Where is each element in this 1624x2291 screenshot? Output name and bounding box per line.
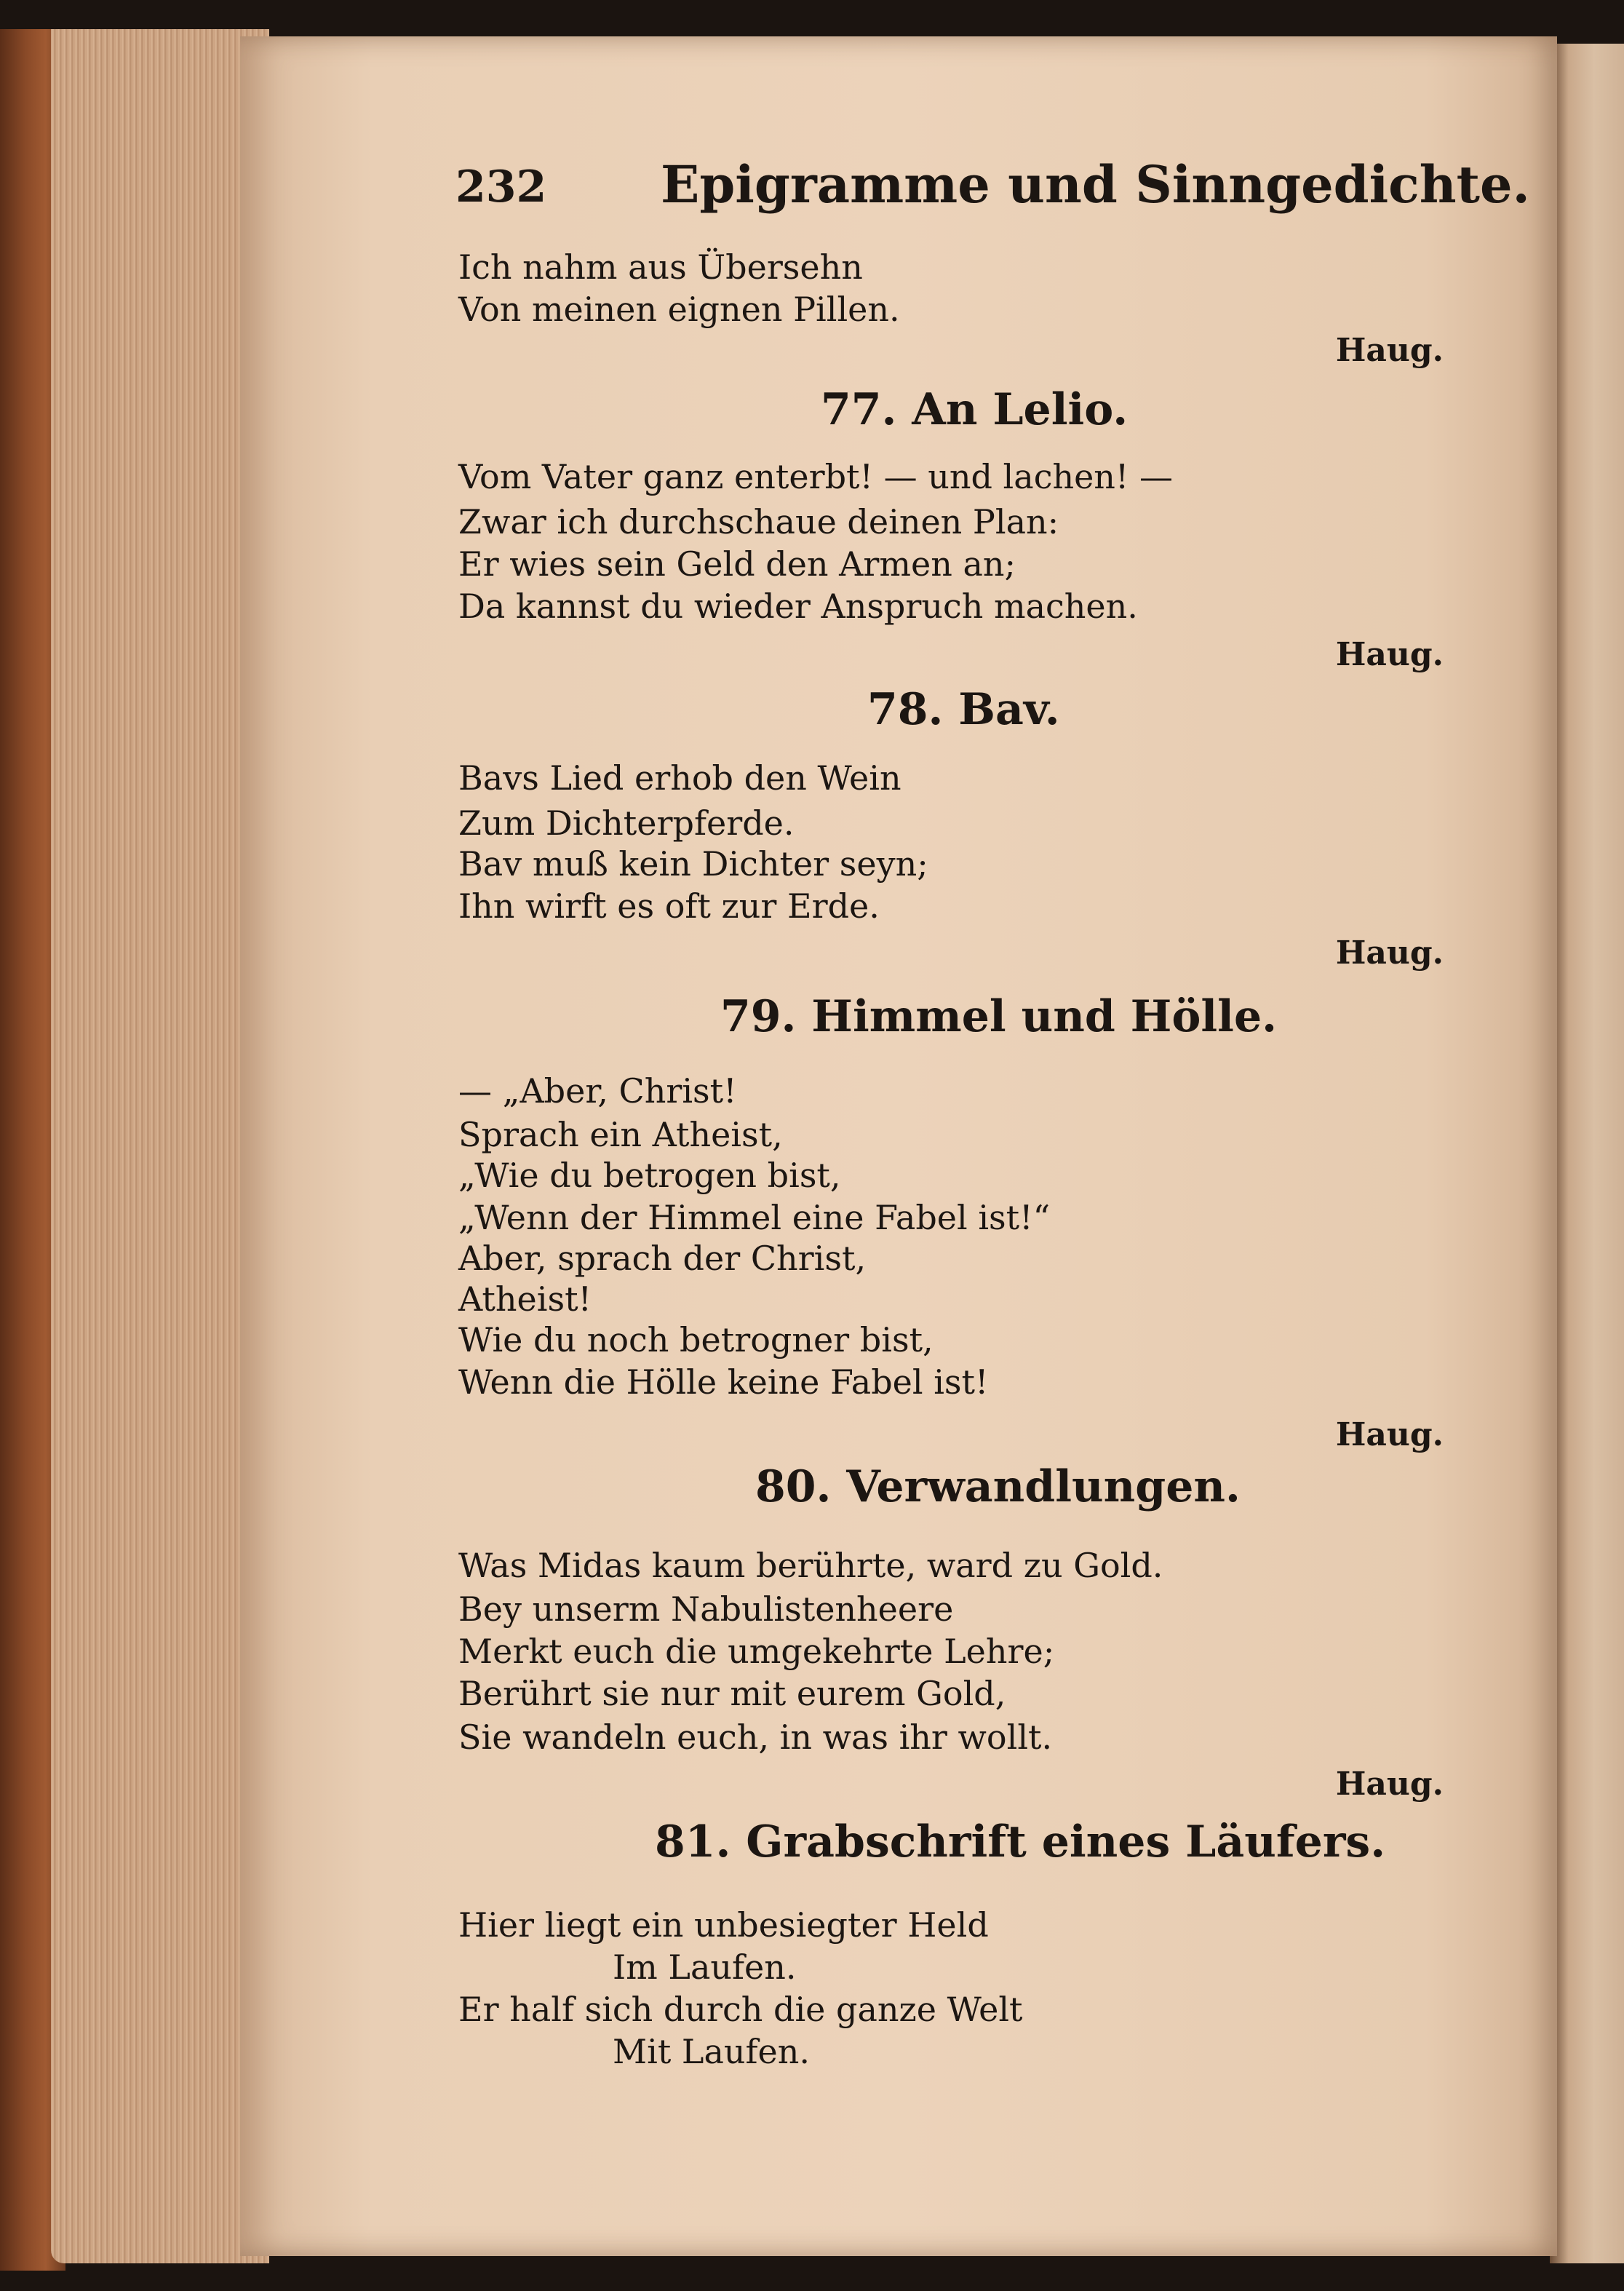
poem-heading: 77. An Lelio. bbox=[821, 384, 1129, 435]
verse-line: — „Aber, Christ! bbox=[458, 1071, 737, 1111]
author-attribution: Haug. bbox=[1335, 934, 1444, 972]
verse-line: Wie du noch betrogner bist, bbox=[458, 1320, 934, 1359]
verse-line: Vom Vater ganz enterbt! — und lachen! — bbox=[458, 457, 1174, 496]
verse-line: Er half sich durch die ganze Welt bbox=[458, 1990, 1023, 2029]
verse-line: Bavs Lied erhob den Wein bbox=[458, 758, 901, 798]
verse-line: Im Laufen. bbox=[613, 1947, 797, 1987]
poem-heading: 81. Grabschrift eines Läufers. bbox=[655, 1816, 1386, 1867]
verse-line: „Wie du betrogen bist, bbox=[458, 1156, 841, 1195]
verse-line: Was Midas kaum berührte, ward zu Gold. bbox=[458, 1546, 1163, 1585]
verse-line: Ich nahm aus Übersehn bbox=[458, 247, 863, 287]
verse-line: Wenn die Hölle keine Fabel ist! bbox=[458, 1362, 989, 1402]
verse-line: Bey unserm Nabulistenheere bbox=[458, 1589, 954, 1629]
verse-line: Zwar ich durchschaue deinen Plan: bbox=[458, 502, 1059, 541]
poem-heading: 80. Verwandlungen. bbox=[755, 1461, 1241, 1512]
author-attribution: Haug. bbox=[1335, 636, 1444, 673]
poem-heading: 79. Himmel und Hölle. bbox=[720, 991, 1278, 1042]
page-number: 232 bbox=[455, 162, 547, 213]
page-edges bbox=[51, 29, 269, 2263]
verse-line: Ihn wirft es oft zur Erde. bbox=[458, 886, 880, 926]
verse-line: Merkt euch die umgekehrte Lehre; bbox=[458, 1632, 1055, 1671]
running-title: Epigramme und Sinngedichte. bbox=[661, 154, 1530, 215]
verse-line: Da kannst du wieder Anspruch machen. bbox=[458, 587, 1138, 626]
verse-line: Sie wandeln euch, in was ihr wollt. bbox=[458, 1718, 1053, 1757]
poem-heading: 78. Bav. bbox=[867, 684, 1060, 735]
author-attribution: Haug. bbox=[1335, 332, 1444, 369]
verse-line: Mit Laufen. bbox=[613, 2032, 811, 2071]
verse-line: Aber, sprach der Christ, bbox=[458, 1239, 867, 1278]
verse-line: Berührt sie nur mit eurem Gold, bbox=[458, 1674, 1006, 1713]
verse-line: Er wies sein Geld den Armen an; bbox=[458, 544, 1016, 584]
verse-line: Hier liegt ein unbesiegter Held bbox=[458, 1905, 989, 1945]
verse-line: „Wenn der Himmel eine Fabel ist!“ bbox=[458, 1198, 1051, 1237]
verse-line: Sprach ein Atheist, bbox=[458, 1115, 783, 1154]
verse-line: Bav muß kein Dichter seyn; bbox=[458, 844, 928, 884]
verse-line: Von meinen eignen Pillen. bbox=[458, 290, 900, 329]
verse-line: Atheist! bbox=[458, 1279, 592, 1319]
verse-line: Zum Dichterpferde. bbox=[458, 803, 795, 843]
author-attribution: Haug. bbox=[1335, 1766, 1444, 1803]
author-attribution: Haug. bbox=[1335, 1416, 1444, 1453]
facing-page-edge bbox=[1550, 44, 1624, 2263]
